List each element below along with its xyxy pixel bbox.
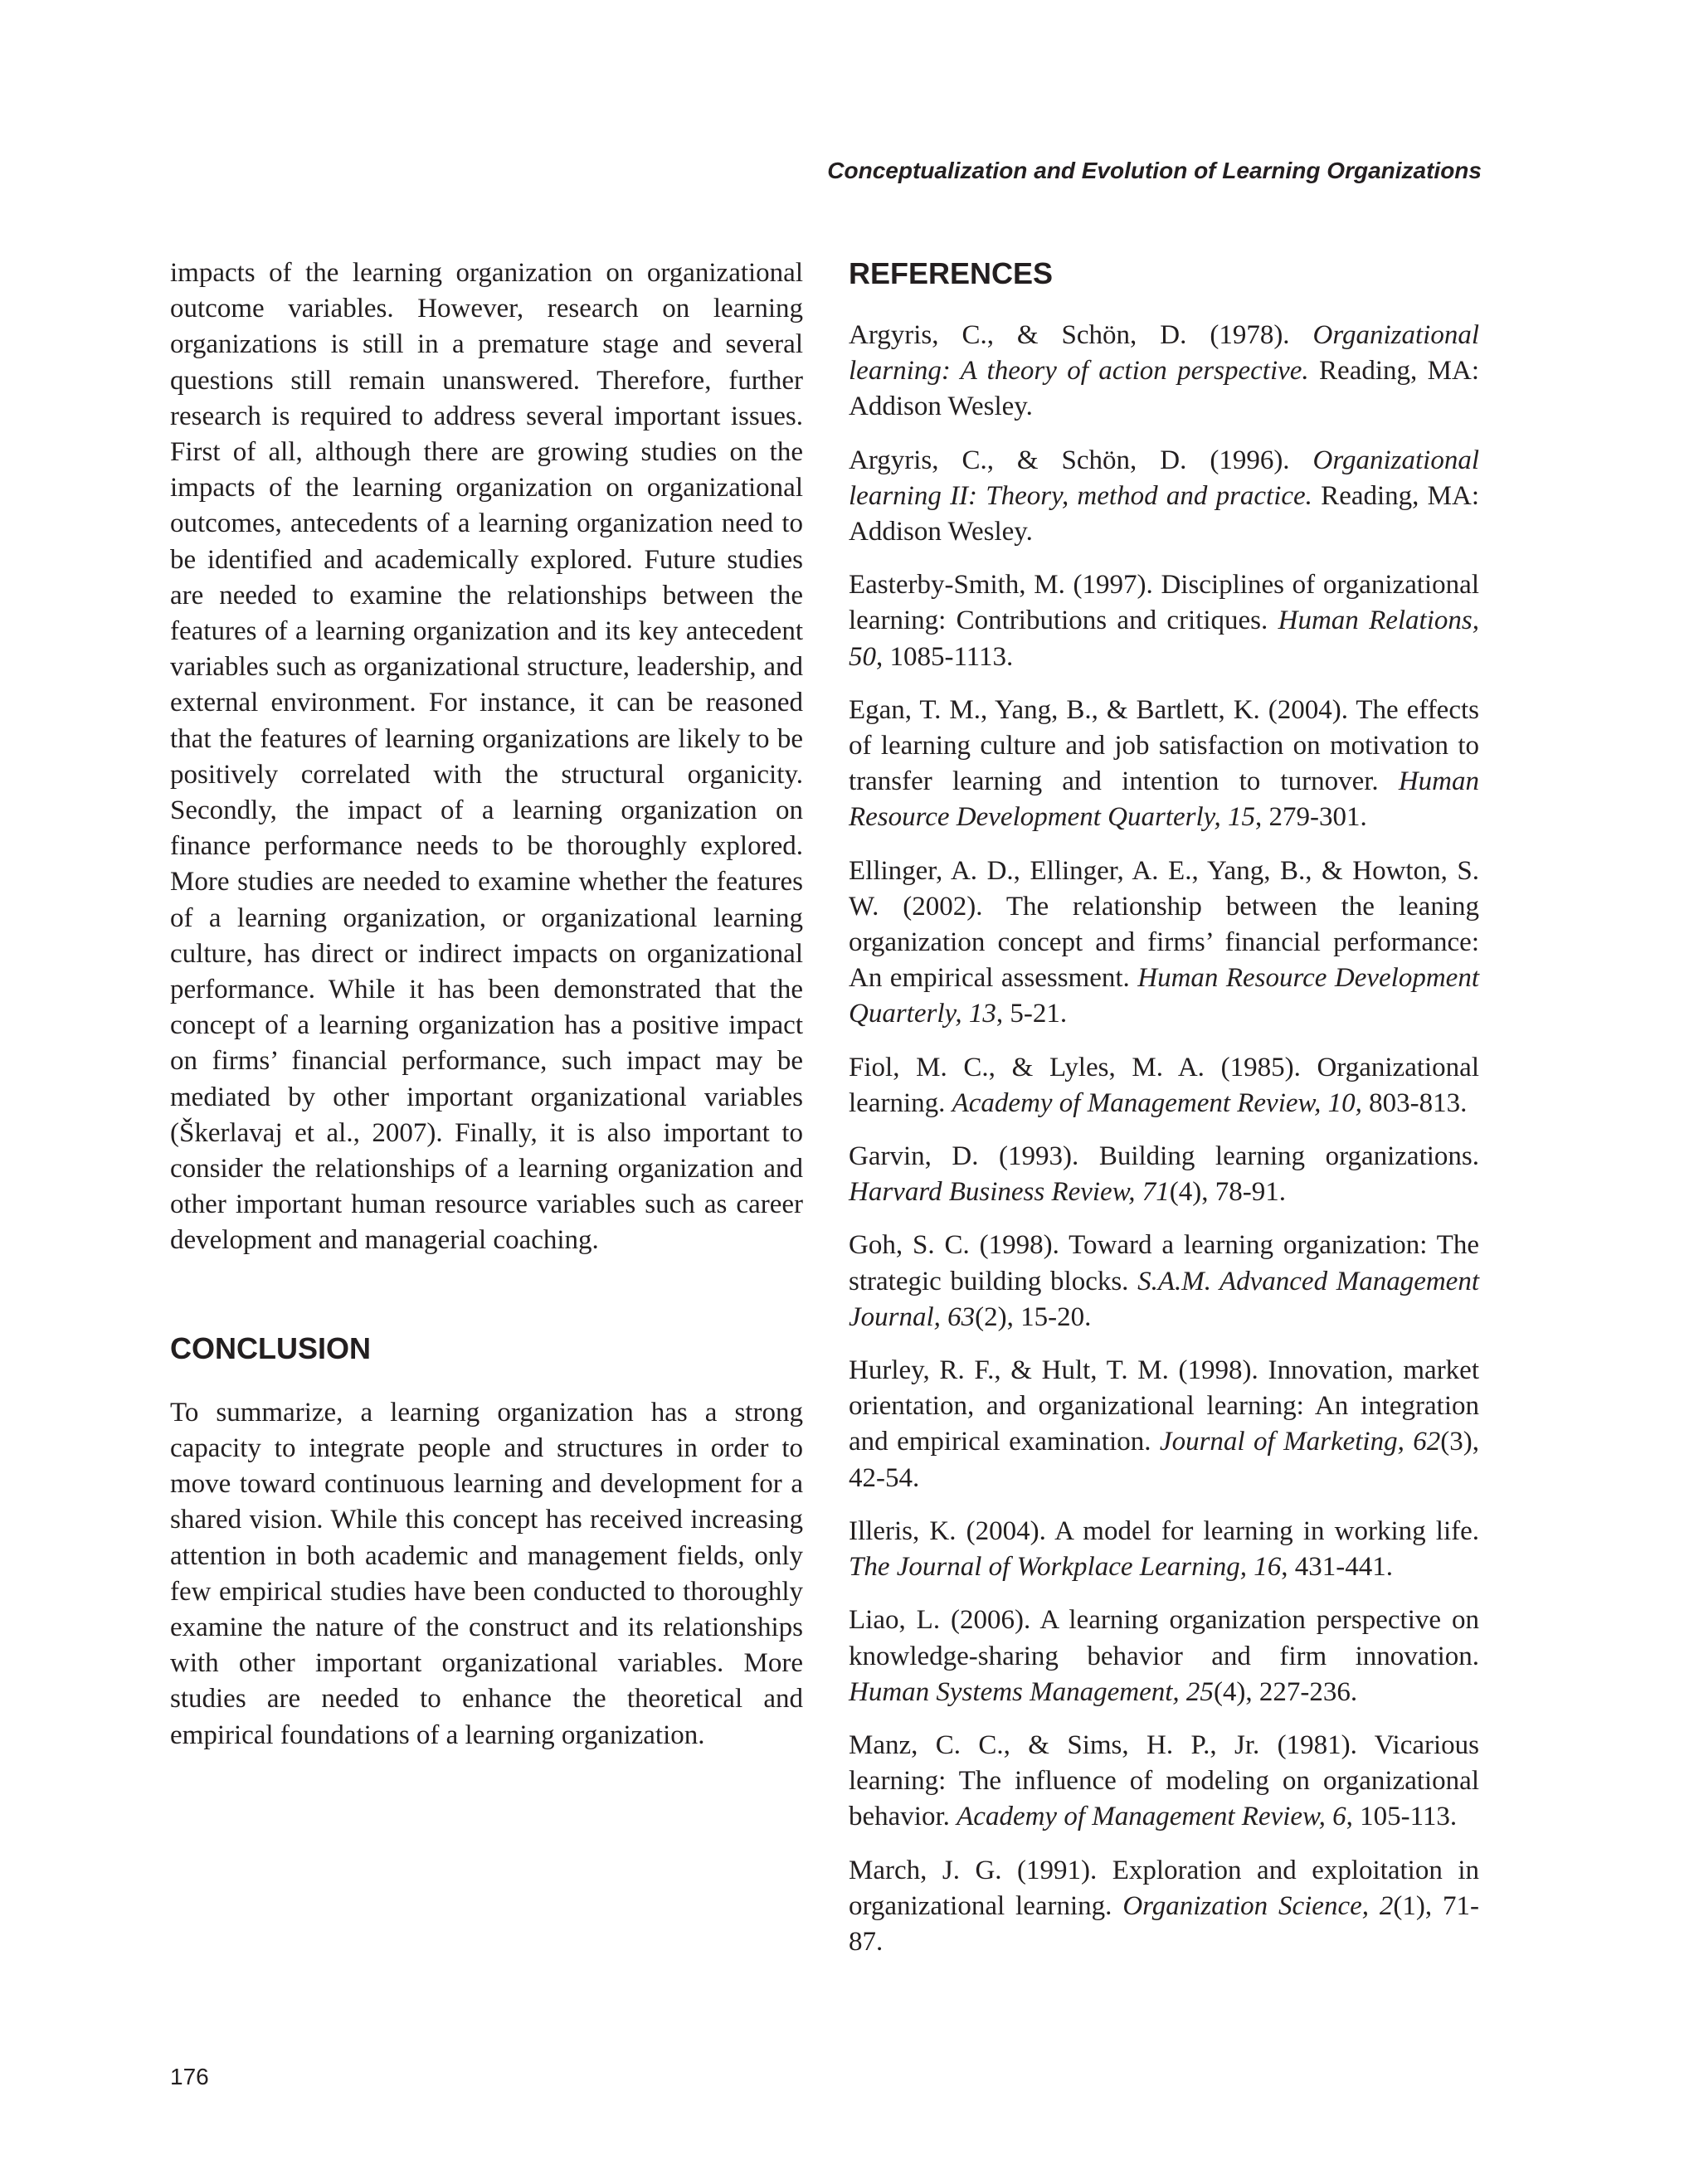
reference-entry: Easterby-Smith, M. (1997). Disciplines of organizational learning: Contributions and critiques. Human Relations, 50, 1085-1113. xyxy=(849,570,1479,672)
reference-entry: Hurley, R. F., & Hult, T. M. (1998). Innovation, market orientation, and organizational learning: An integration and empirical examination. Journal of Marketing, 62(3), 42-54. xyxy=(849,1355,1479,1493)
page-number: 176 xyxy=(170,2064,209,2089)
reference-entry: Fiol, M. C., & Lyles, M. A. (1985). Organizational learning. Academy of Management Review, 10, 803-813. xyxy=(849,1052,1479,1118)
running-head: Conceptualization and Evolution of Learning Organizations xyxy=(827,158,1482,183)
reference-entry: Argyris, C., & Schön, D. (1996). Organizational learning II: Theory, method and practice. Reading, MA: Addison Wesley. xyxy=(849,445,1479,547)
reference-entry: Illeris, K. (2004). A model for learning in working life. The Journal of Workplace Learning, 16, 431-441. xyxy=(849,1515,1479,1583)
reference-entry: Ellinger, A. D., Ellinger, A. E., Yang, B., & Howton, S. W. (2002). The relationship between the leaning organization concept and firms’ financial performance: An empirical assessment. Human Resource Development Quarterly, 13, 5-21. xyxy=(849,855,1479,1029)
reference-entry: Argyris, C., & Schön, D. (1978). Organizational learning: A theory of action perspective. Reading, MA: Addison Wesley. xyxy=(849,320,1479,422)
right-column xyxy=(849,255,1479,1977)
reference-entry: Goh, S. C. (1998). Toward a learning organization: The strategic building blocks. S.A.M. Advanced Management Journal, 63(2), 15-20. xyxy=(849,1230,1479,1332)
reference-entry: Liao, L. (2006). A learning organization perspective on knowledge-sharing behavior and firm innovation. Human Systems Management, 25(4), 227-236. xyxy=(849,1605,1479,1707)
reference-entry: Manz, C. C., & Sims, H. P., Jr. (1981). Vicarious learning: The influence of modeling on organizational behavior. Academy of Management Review, 6, 105-113. xyxy=(849,1729,1479,1832)
reference-entry: Garvin, D. (1993). Building learning organizations. Harvard Business Review, 71(4), 78-91. xyxy=(849,1141,1479,1208)
conclusion-heading: CONCLUSION xyxy=(170,1330,371,1365)
reference-entry: Egan, T. M., Yang, B., & Bartlett, K. (2004). The effects of learning culture and job satisfaction on motivation to transfer learning and intention to turnover. Human Resource Development Quarterly, 15, 279-301. xyxy=(849,694,1479,833)
references-heading: REFERENCES xyxy=(849,256,1054,290)
left-column xyxy=(170,255,803,1754)
body-paragraph: impacts of the learning organization on organizational outcome variables. However, research on learning organizations is still in a premature stage and several questions still remain unanswered. Therefore, further research is required to address several important issues. First of all, although there are growing studies on the impacts of the learning organization on organizational outcomes, antecedents of a learning organization need to be identified and academically explored. Future studies are needed to examine the relationships between the features of a learning organization and its key antecedent variables such as organizational structure, leadership, and external environment. For instance, it can be reasoned that the features of learning organizations are likely to be positively correlated with the structural organicity. Secondly, the impact of a learning organization on finance performance needs to be thoroughly explored. More studies are needed to examine whether the features of a learning organization, or organizational learning culture, has direct or indirect impacts on organizational performance. While it has been demonstrated that the concept of a learning organization has a positive impact on firms’ financial performance, such impact may be mediated by other important organizational variables (Škerlavaj et al., 2007). Finally, it is also important to consider the relationships of a learning organization and other important human resource variables such as career development and managerial coaching. xyxy=(170,258,803,1256)
reference-entry: March, J. G. (1991). Exploration and exploitation in organizational learning. Organization Science, 2(1), 71-87. xyxy=(849,1855,1480,1957)
reference-list xyxy=(849,318,1479,1960)
conclusion-paragraph: To summarize, a learning organization has a strong capacity to integrate people and structures in order to move toward continuous learning and development for a shared vision. While this concept has received increasing attention in both academic and management fields, only few empirical studies have been conducted to thoroughly examine the nature of the construct and its relationships with other important organizational variables. More studies are needed to enhance the theoretical and empirical foundations of a learning organization. xyxy=(170,1397,803,1750)
